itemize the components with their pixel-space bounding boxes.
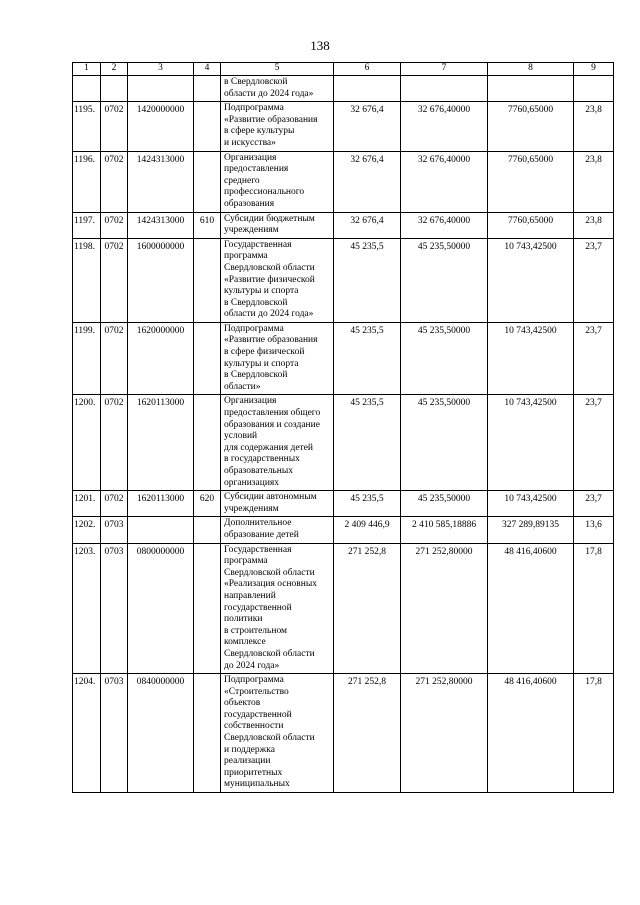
section-code: 0702 xyxy=(101,238,128,322)
table-row xyxy=(73,322,614,395)
section-code: 0702 xyxy=(101,322,128,395)
target-article-code: 0840000000 xyxy=(128,674,194,793)
value-col-7: 45 235,50000 xyxy=(401,395,488,491)
percent-col-9: 17,8 xyxy=(574,543,614,674)
item-name-line: «Развитие образования xyxy=(224,114,318,125)
item-name-line: в сфере культуры xyxy=(224,126,295,137)
value-col-8 xyxy=(488,76,574,102)
item-name-line: в Свердловской xyxy=(224,370,288,381)
item-name xyxy=(221,395,334,491)
value-col-6: 45 235,5 xyxy=(334,491,401,517)
column-header: 7 xyxy=(401,63,488,76)
section-code xyxy=(101,76,128,102)
item-name-line: Подпрограмма xyxy=(224,675,284,686)
item-name-line: объектов xyxy=(224,698,261,709)
table-row xyxy=(73,543,614,674)
item-name xyxy=(221,238,334,322)
value-col-6: 271 252,8 xyxy=(334,674,401,793)
item-name-line: направлений xyxy=(224,590,276,601)
target-article-code: 1600000000 xyxy=(128,238,194,322)
item-name-line: реализации xyxy=(224,756,271,767)
value-col-8: 7760,65000 xyxy=(488,102,574,151)
row-number: 1197. xyxy=(73,212,101,238)
value-col-8: 7760,65000 xyxy=(488,151,574,212)
section-code: 0702 xyxy=(101,212,128,238)
item-name-line: программа xyxy=(224,556,268,567)
section-code: 0702 xyxy=(101,491,128,517)
row-number xyxy=(73,76,101,102)
table-row xyxy=(73,238,614,322)
item-name-line: области до 2024 года» xyxy=(224,88,314,99)
percent-col-9: 23,8 xyxy=(574,102,614,151)
target-article-code xyxy=(128,76,194,102)
page-number: 138 xyxy=(310,38,330,53)
item-name-line: Субсидии автономным xyxy=(224,492,317,503)
table-header-row xyxy=(73,63,614,76)
item-name xyxy=(221,212,334,238)
value-col-7: 32 676,40000 xyxy=(401,102,488,151)
value-col-8: 10 743,42500 xyxy=(488,395,574,491)
item-name-line: в Свердловской xyxy=(224,297,288,308)
expense-type-code: 620 xyxy=(194,491,221,517)
expense-type-code xyxy=(194,322,221,395)
column-header: 3 xyxy=(128,63,194,76)
budget-table xyxy=(72,62,614,793)
row-number: 1199. xyxy=(73,322,101,395)
value-col-6: 45 235,5 xyxy=(334,395,401,491)
item-name-line: и поддержка xyxy=(224,744,275,755)
item-name xyxy=(221,102,334,151)
value-col-7: 45 235,50000 xyxy=(401,238,488,322)
table-row xyxy=(73,517,614,543)
table-body xyxy=(73,63,614,793)
target-article-code: 1620113000 xyxy=(128,491,194,517)
item-name-line: Государственная xyxy=(224,239,292,250)
expense-type-code xyxy=(194,395,221,491)
target-article-code: 1620000000 xyxy=(128,322,194,395)
item-name xyxy=(221,543,334,674)
item-name-line: профессионального xyxy=(224,187,305,198)
percent-col-9: 23,7 xyxy=(574,238,614,322)
item-name-line: Дополнительное xyxy=(224,518,292,529)
percent-col-9: 23,7 xyxy=(574,395,614,491)
item-name-line: и искусства» xyxy=(224,137,276,148)
column-header: 4 xyxy=(194,63,221,76)
value-col-6: 271 252,8 xyxy=(334,543,401,674)
value-col-6 xyxy=(334,76,401,102)
table-row xyxy=(73,395,614,491)
column-header: 6 xyxy=(334,63,401,76)
row-number: 1203. xyxy=(73,543,101,674)
expense-type-code xyxy=(194,102,221,151)
expense-type-code xyxy=(194,674,221,793)
expense-type-code xyxy=(194,238,221,322)
item-name-line: «Развитие образования xyxy=(224,335,318,346)
value-col-8: 48 416,40600 xyxy=(488,543,574,674)
target-article-code: 0800000000 xyxy=(128,543,194,674)
expense-type-code xyxy=(194,76,221,102)
section-code: 0703 xyxy=(101,674,128,793)
item-name xyxy=(221,491,334,517)
row-number: 1198. xyxy=(73,238,101,322)
item-name-line: учреждениям xyxy=(224,503,279,514)
percent-col-9: 13,6 xyxy=(574,517,614,543)
target-article-code: 1424313000 xyxy=(128,151,194,212)
percent-col-9: 23,8 xyxy=(574,212,614,238)
value-col-6: 32 676,4 xyxy=(334,212,401,238)
value-col-8: 7760,65000 xyxy=(488,212,574,238)
item-name-line: культуры и спорта xyxy=(224,358,299,369)
value-col-6: 45 235,5 xyxy=(334,238,401,322)
value-col-7: 271 252,80000 xyxy=(401,674,488,793)
value-col-8: 10 743,42500 xyxy=(488,322,574,395)
value-col-7: 2 410 585,18886 xyxy=(401,517,488,543)
value-col-7 xyxy=(401,76,488,102)
item-name-line: государственной xyxy=(224,602,292,613)
item-name-line: Субсидии бюджетным xyxy=(224,213,315,224)
item-name-line: Свердловской области xyxy=(224,567,315,578)
table-row xyxy=(73,491,614,517)
item-name-line: учреждениям xyxy=(224,225,279,236)
item-name-line: образовательных xyxy=(224,466,293,476)
item-name-line: программа xyxy=(224,251,268,262)
table-row xyxy=(73,76,614,102)
item-name xyxy=(221,517,334,543)
item-name-line: образования и создание xyxy=(224,419,320,430)
item-name-line: Свердловской области xyxy=(224,262,315,273)
value-col-8: 10 743,42500 xyxy=(488,491,574,517)
item-name-line: политики xyxy=(224,614,263,625)
percent-col-9: 23,8 xyxy=(574,151,614,212)
value-col-6: 45 235,5 xyxy=(334,322,401,395)
item-name xyxy=(221,674,334,793)
item-name-line: Организация xyxy=(224,152,277,163)
value-col-7: 32 676,40000 xyxy=(401,151,488,212)
value-col-6: 32 676,4 xyxy=(334,102,401,151)
item-name-line: собственности xyxy=(224,721,284,732)
item-name-line: комплексе xyxy=(224,637,266,648)
percent-col-9: 17,8 xyxy=(574,674,614,793)
expense-type-code xyxy=(194,151,221,212)
item-name-line: «Развитие физической xyxy=(224,274,315,285)
expense-type-code: 610 xyxy=(194,212,221,238)
value-col-7: 32 676,40000 xyxy=(401,212,488,238)
target-article-code: 1424313000 xyxy=(128,212,194,238)
value-col-8: 48 416,40600 xyxy=(488,674,574,793)
target-article-code xyxy=(128,517,194,543)
table-row xyxy=(73,674,614,793)
row-number: 1200. xyxy=(73,395,101,491)
value-col-7: 45 235,50000 xyxy=(401,491,488,517)
percent-col-9: 23,7 xyxy=(574,491,614,517)
item-name-line: приоритетных xyxy=(224,767,283,778)
table-row xyxy=(73,212,614,238)
row-number: 1201. xyxy=(73,491,101,517)
item-name-line: в государственных xyxy=(224,454,300,465)
item-name xyxy=(221,76,334,102)
item-name-line: Государственная xyxy=(224,544,292,555)
item-name-line: государственной xyxy=(224,709,292,720)
target-article-code: 1420000000 xyxy=(128,102,194,151)
table-row xyxy=(73,151,614,212)
column-header: 1 xyxy=(73,63,101,76)
item-name-line: области до 2024 года» xyxy=(224,309,314,320)
item-name-line: до 2024 года» xyxy=(224,660,280,671)
table-row xyxy=(73,102,614,151)
item-name-line: предоставления xyxy=(224,164,289,175)
column-header: 8 xyxy=(488,63,574,76)
item-name-line: среднего xyxy=(224,175,260,186)
item-name-line: Подпрограмма xyxy=(224,103,284,114)
column-header: 9 xyxy=(574,63,614,76)
item-name-line: в строительном xyxy=(224,625,288,636)
section-code: 0702 xyxy=(101,151,128,212)
value-col-7: 271 252,80000 xyxy=(401,543,488,674)
section-code: 0703 xyxy=(101,517,128,543)
item-name-line: культуры и спорта xyxy=(224,286,299,297)
item-name-line: «Строительство xyxy=(224,686,289,697)
row-number: 1195. xyxy=(73,102,101,151)
item-name-line: предоставления общего xyxy=(224,408,321,419)
percent-col-9 xyxy=(574,76,614,102)
column-header: 2 xyxy=(101,63,128,76)
section-code: 0702 xyxy=(101,102,128,151)
item-name-line: Свердловской области xyxy=(224,733,315,744)
value-col-8: 327 289,89135 xyxy=(488,517,574,543)
row-number: 1204. xyxy=(73,674,101,793)
item-name-line: Организация xyxy=(224,396,277,407)
item-name-line: Подпрограмма xyxy=(224,323,284,334)
item-name-line: для содержания детей xyxy=(224,442,314,453)
expense-type-code xyxy=(194,543,221,674)
item-name-line: условий xyxy=(224,431,258,442)
item-name xyxy=(221,322,334,395)
item-name-line: в Свердловской xyxy=(224,77,288,87)
section-code: 0703 xyxy=(101,543,128,674)
value-col-6: 2 409 446,9 xyxy=(334,517,401,543)
value-col-7: 45 235,50000 xyxy=(401,322,488,395)
expense-type-code xyxy=(194,517,221,543)
item-name-line: образования xyxy=(224,198,275,209)
section-code: 0702 xyxy=(101,395,128,491)
row-number: 1196. xyxy=(73,151,101,212)
item-name xyxy=(221,151,334,212)
item-name-line: в сфере физической xyxy=(224,347,305,358)
value-col-6: 32 676,4 xyxy=(334,151,401,212)
item-name-line: Свердловской области xyxy=(224,648,315,659)
value-col-8: 10 743,42500 xyxy=(488,238,574,322)
item-name-line: «Реализация основных xyxy=(224,579,317,590)
item-name-line: организациях xyxy=(224,477,280,488)
item-name-line: области» xyxy=(224,381,261,392)
item-name-line: муниципальных xyxy=(224,779,290,790)
column-header: 5 xyxy=(221,63,334,76)
percent-col-9: 23,7 xyxy=(574,322,614,395)
target-article-code: 1620113000 xyxy=(128,395,194,491)
item-name-line: образование детей xyxy=(224,529,299,540)
row-number: 1202. xyxy=(73,517,101,543)
